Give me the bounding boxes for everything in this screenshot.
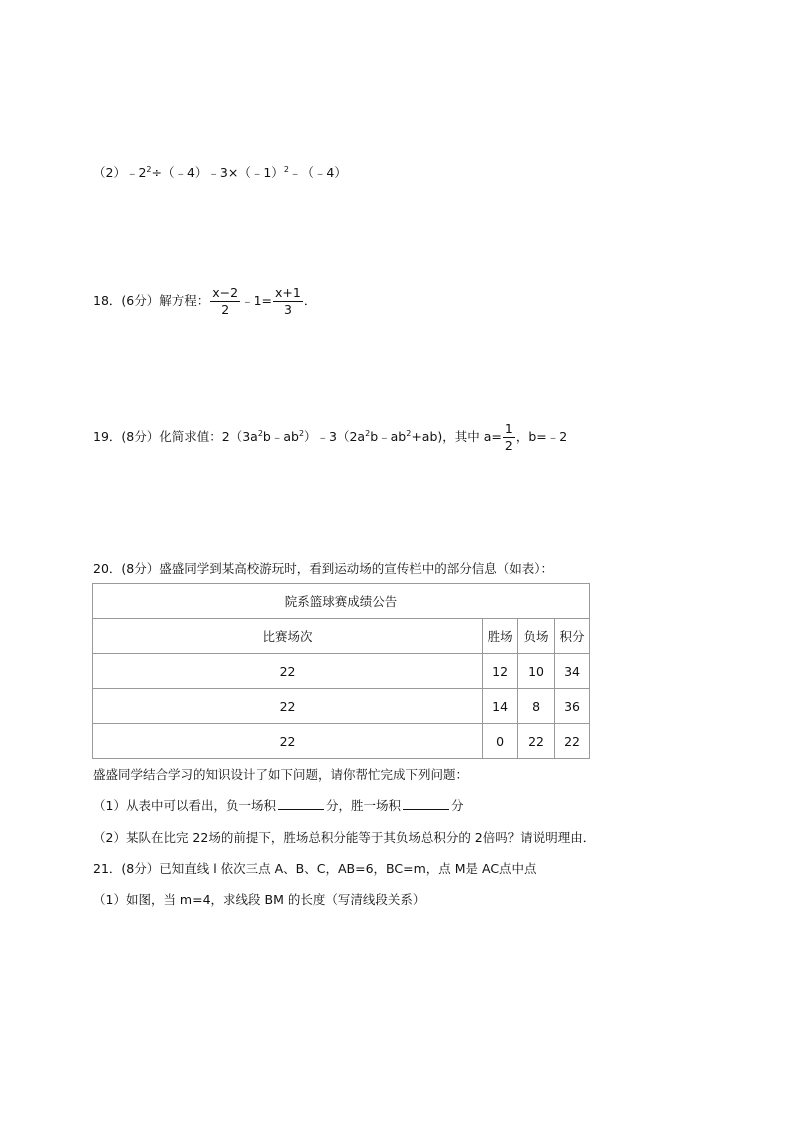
header-wins: 胜场	[483, 619, 518, 654]
table-cell: 22	[93, 654, 483, 689]
question-19: 19．(8分）化简求值：$2(3a^2b﹣ab^2)﹣3(2a^2b﹣ab^2+ab)$，其中 a= $\frac{1}{2}$ ，b=﹣2	[93, 421, 568, 453]
question-21-intro: 21．(8分）已知直线 l 依次三点 A、B、C，AB=6，BC=m，点 M是 AC点中点	[93, 861, 537, 876]
fraction-x-plus-1-over-3: $\frac{x+1}{3}$	[275, 285, 301, 317]
question-20-sub-2: （2）某队在比完 22场的前提下，胜场总积分能等于其负场总积分的 2倍吗？请说明理由．	[93, 830, 596, 845]
table-cell: 34	[555, 654, 590, 689]
question-20-sub-1: （1）从表中可以看出，负一场积 分，胜一场积 分	[93, 798, 464, 813]
table-row	[93, 689, 590, 724]
table-header-row	[93, 619, 590, 654]
header-matches: 比赛场次	[93, 619, 483, 654]
table-cell: 8	[518, 689, 555, 724]
header-points: 积分	[555, 619, 590, 654]
table-cell: 14	[483, 689, 518, 724]
table-title: 院系篮球赛成绩公告	[93, 584, 590, 619]
table-cell: 0	[483, 724, 518, 759]
question-18: 18．(6分）解方程： $\frac{x-2}{2}$ ﹣1= $\frac{x+1}{3}$ ．	[93, 285, 317, 317]
table-cell: 36	[555, 689, 590, 724]
question-21-sub-1: （1）如图，当 m=4，求线段 BM 的长度（写清线段关系）	[93, 892, 426, 907]
header-losses: 负场	[518, 619, 555, 654]
table-cell: 22	[93, 724, 483, 759]
table-cell: 22	[93, 689, 483, 724]
question-20-intro: 20．(8分）盛盛同学到某高校游玩时，看到运动场的宣传栏中的部分信息（如表）：	[93, 561, 553, 576]
table-cell: 10	[518, 654, 555, 689]
question-17-part-2: $(2)﹣2^2\div(﹣4)﹣3\times(﹣1)^2﹣(﹣4)$	[93, 164, 347, 180]
table-cell: 22	[518, 724, 555, 759]
question-20-after: 盛盛同学结合学习的知识设计了如下问题，请你帮忙完成下列问题：	[93, 767, 469, 782]
table-title-row	[93, 584, 590, 619]
score-table	[92, 583, 590, 759]
table-cell: 22	[555, 724, 590, 759]
answer-blank-loss-points	[278, 797, 324, 810]
fraction-x-minus-2-over-2: $\frac{x-2}{2}$	[212, 285, 239, 317]
table-cell: 12	[483, 654, 518, 689]
answer-blank-win-points	[403, 797, 449, 810]
table-row	[93, 724, 590, 759]
table-row	[93, 654, 590, 689]
fraction-one-half: $\frac{1}{2}$	[504, 421, 513, 453]
